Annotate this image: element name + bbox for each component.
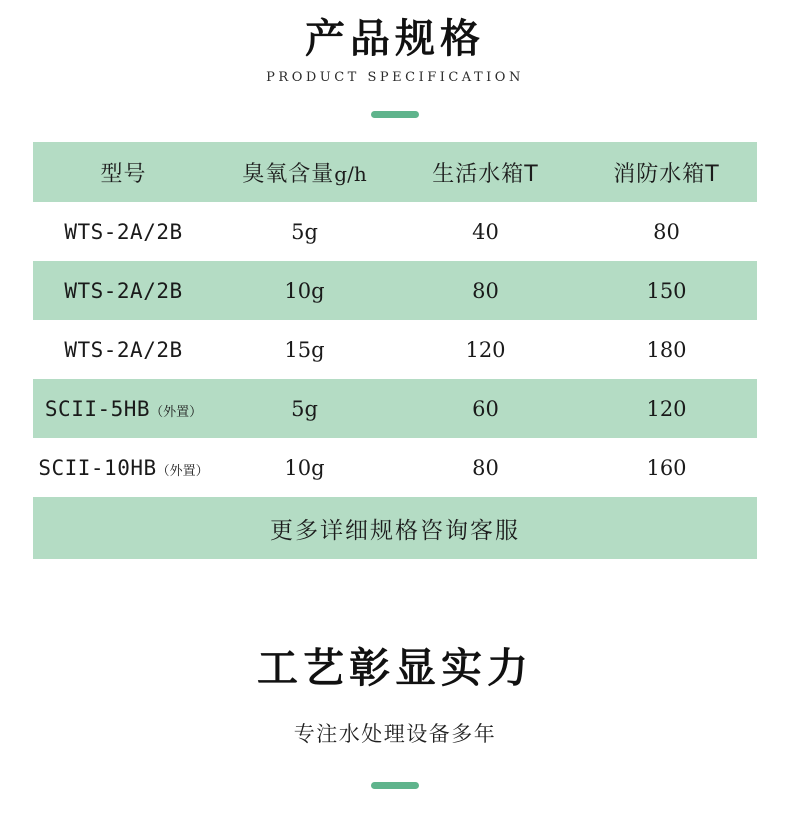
cell-domestic-tank: 80 [395,261,576,320]
cell-model [33,379,214,438]
craft-subtitle: 专注水处理设备多年 [293,722,497,746]
page-title: 产品规格 [305,15,485,62]
accent-divider [371,111,419,118]
column-header-ozone-label: 臭氧含量 [242,161,335,187]
table-row [33,438,757,497]
model-text: WTS-2A/2B [64,337,183,362]
cell-fire-tank: 160 [576,438,757,497]
cell-domestic-tank: 80 [395,438,576,497]
cell-fire-tank: 150 [576,261,757,320]
cell-ozone: 10g [214,261,395,320]
table-row [33,261,757,320]
accent-divider [371,782,419,789]
spec-table-wrap [33,142,757,559]
cell-model [33,320,214,379]
table-footer-row [33,497,757,559]
column-header-domestic-tank: 生活水箱T [395,142,576,202]
craft-section [0,635,790,789]
cell-model [33,438,214,497]
page-subtitle-en: PRODUCT SPECIFICATION [266,70,524,85]
spec-table [33,142,757,559]
cell-model [33,261,214,320]
spec-section-header [0,0,790,118]
model-text: WTS-2A/2B [64,219,183,244]
cell-fire-tank: 120 [576,379,757,438]
cell-ozone: 5g [214,379,395,438]
model-text: WTS-2A/2B [64,278,183,303]
model-note: （外置） [150,404,203,420]
cell-ozone: 10g [214,438,395,497]
cell-fire-tank: 180 [576,320,757,379]
cell-fire-tank: 80 [576,202,757,261]
craft-title: 工艺彰显实力 [257,644,533,692]
table-row [33,320,757,379]
cell-model [33,202,214,261]
divider-wrap-bottom [0,782,790,789]
cell-domestic-tank: 40 [395,202,576,261]
model-text: SCII-5HB [44,396,151,421]
column-header-ozone-unit: g/h [334,161,367,186]
table-row [33,202,757,261]
footer-note: 更多详细规格咨询客服 [33,497,757,559]
table-header-row [33,142,757,202]
cell-ozone: 15g [214,320,395,379]
cell-domestic-tank: 120 [395,320,576,379]
model-note: （外置） [156,463,209,479]
column-header-ozone [214,142,395,202]
column-header-model: 型号 [33,142,214,202]
table-row [33,379,757,438]
cell-ozone: 5g [214,202,395,261]
divider-wrap-top [0,111,790,118]
column-header-fire-tank: 消防水箱T [576,142,757,202]
model-text: SCII-10HB [38,455,157,480]
cell-domestic-tank: 60 [395,379,576,438]
